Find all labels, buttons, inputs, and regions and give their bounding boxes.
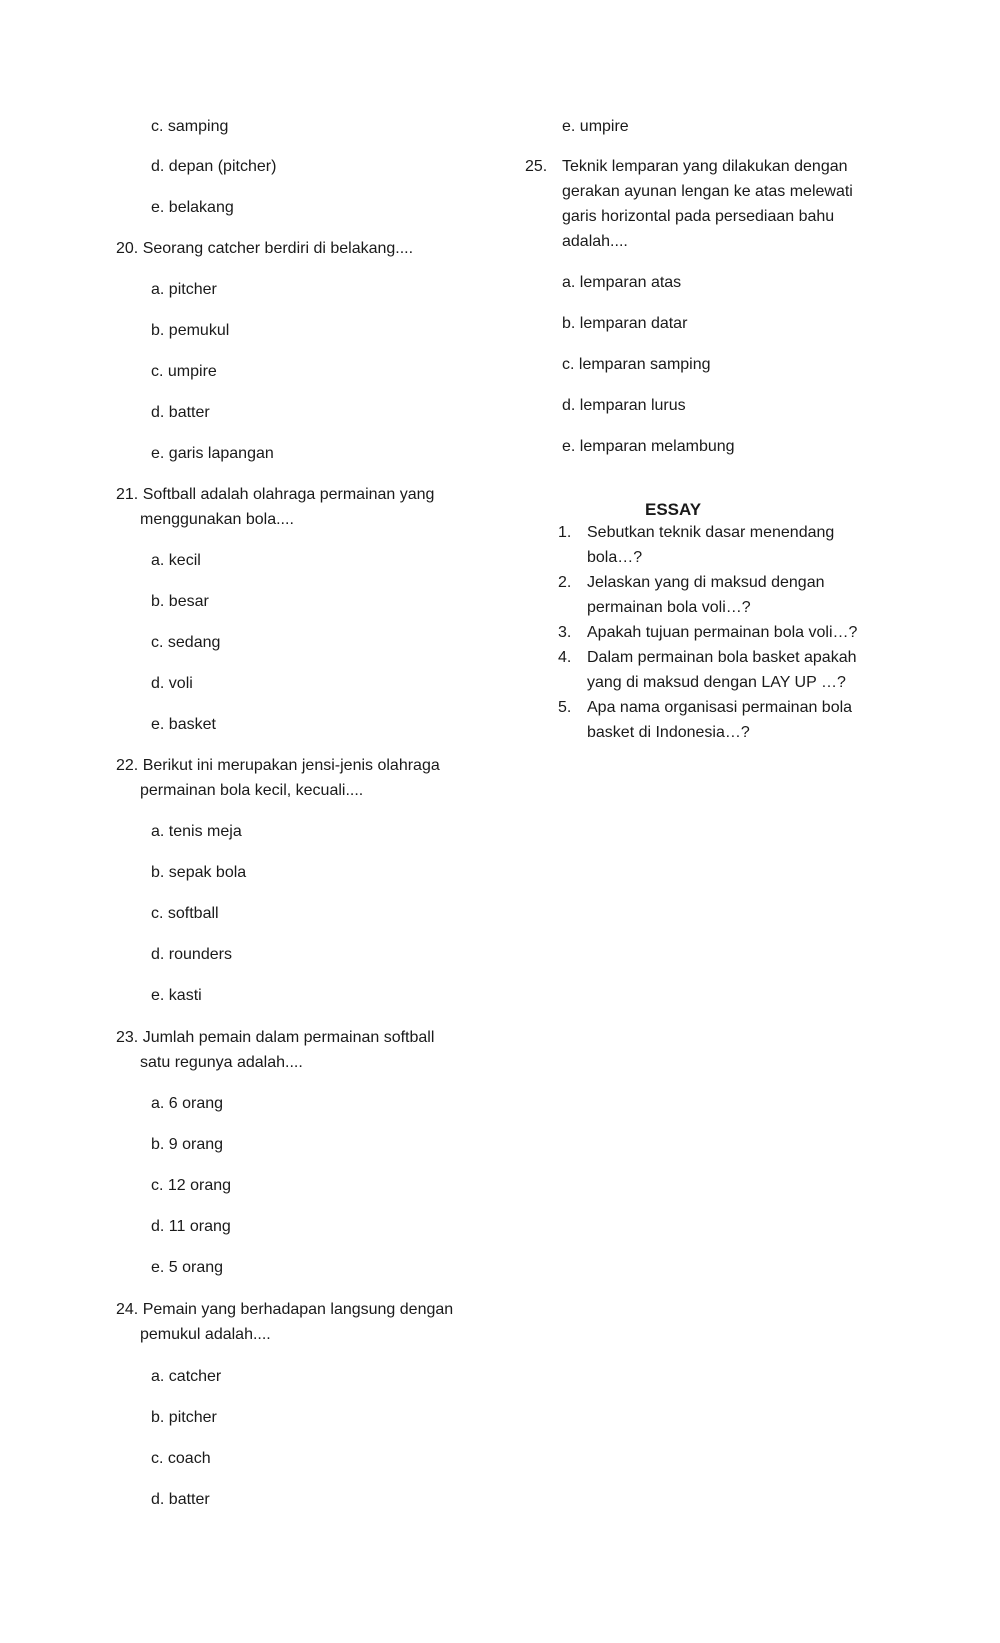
q24-option-e: e. umpire <box>562 118 629 135</box>
essay-title: ESSAY <box>645 500 702 519</box>
q23-question: 23. Jumlah pemain dalam permainan softball <box>116 1029 435 1046</box>
q25-question-line-4: adalah.... <box>562 233 628 250</box>
q22-option-b: b. sepak bola <box>151 864 247 881</box>
q20-option-d: d. batter <box>151 404 210 421</box>
q25-option-e: e. lemparan melambung <box>562 438 735 455</box>
q22-question-cont: permainan bola kecil, kecuali.... <box>140 782 364 799</box>
q23-option-e: e. 5 orang <box>151 1259 224 1276</box>
q20-option-e: e. garis lapangan <box>151 445 274 462</box>
essay-item-4-number: 4. <box>558 649 572 666</box>
q19-option-e: e. belakang <box>151 199 234 216</box>
q21-question: 21. Softball adalah olahraga permainan yang <box>116 486 435 503</box>
essay-item-4-line-2: yang di maksud dengan LAY UP …? <box>587 674 846 691</box>
q21-option-b: b. besar <box>151 593 209 610</box>
q24-question-cont: pemukul adalah.... <box>140 1326 271 1343</box>
essay-item-2-number: 2. <box>558 574 572 591</box>
q22-question: 22. Berikut ini merupakan jensi-jenis olahraga <box>116 757 440 774</box>
q23-option-c: c. 12 orang <box>151 1177 232 1194</box>
q25-option-a: a. lemparan atas <box>562 274 682 291</box>
q23-question-cont: satu regunya adalah.... <box>140 1054 303 1071</box>
q21-option-c: c. sedang <box>151 634 221 651</box>
q25-option-c: c. lemparan samping <box>562 356 711 373</box>
q23-option-a: a. 6 orang <box>151 1095 224 1112</box>
essay-item-2-line-2: permainan bola voli…? <box>587 599 751 616</box>
essay-item-3-line-1: Apakah tujuan permainan bola voli…? <box>587 624 858 641</box>
q24-option-c: c. coach <box>151 1450 211 1467</box>
q20-option-c: c. umpire <box>151 363 217 380</box>
q20-option-b: b. pemukul <box>151 322 230 339</box>
essay-item-1-line-1: Sebutkan teknik dasar menendang <box>587 524 835 541</box>
q22-option-a: a. tenis meja <box>151 823 242 840</box>
q24-option-b: b. pitcher <box>151 1409 217 1426</box>
q21-option-e: e. basket <box>151 716 216 733</box>
q25-option-b: b. lemparan datar <box>562 315 688 332</box>
q23-option-d: d. 11 orang <box>151 1218 231 1235</box>
q25-question-line-1: Teknik lemparan yang dilakukan dengan <box>562 158 848 175</box>
essay-item-1-line-2: bola…? <box>587 549 643 566</box>
q22-option-d: d. rounders <box>151 946 232 963</box>
q21-option-a: a. kecil <box>151 552 201 569</box>
q24-option-d: d. batter <box>151 1491 210 1508</box>
essay-item-2-line-1: Jelaskan yang di maksud dengan <box>587 574 825 591</box>
q22-option-c: c. softball <box>151 905 219 922</box>
q25-question-line-3: garis horizontal pada persediaan bahu <box>562 208 835 225</box>
q25-option-d: d. lemparan lurus <box>562 397 686 414</box>
q24-option-a: a. catcher <box>151 1368 222 1385</box>
q20-question: 20. Seorang catcher berdiri di belakang.... <box>116 240 414 257</box>
essay-item-1-number: 1. <box>558 524 572 541</box>
essay-item-3-number: 3. <box>558 624 572 641</box>
q19-option-c: c. samping <box>151 118 229 135</box>
q25-question-line-2: gerakan ayunan lengan ke atas melewati <box>562 183 853 200</box>
q21-question-cont: menggunakan bola.... <box>140 511 294 528</box>
q25-number: 25. <box>525 158 548 175</box>
essay-item-5-line-1: Apa nama organisasi permainan bola <box>587 699 853 716</box>
q19-option-d: d. depan (pitcher) <box>151 158 277 175</box>
q21-option-d: d. voli <box>151 675 193 692</box>
q22-option-e: e. kasti <box>151 987 202 1004</box>
essay-item-4-line-1: Dalam permainan bola basket apakah <box>587 649 857 666</box>
essay-item-5-line-2: basket di Indonesia…? <box>587 724 750 741</box>
q20-option-a: a. pitcher <box>151 281 217 298</box>
q23-option-b: b. 9 orang <box>151 1136 224 1153</box>
essay-item-5-number: 5. <box>558 699 572 716</box>
q24-question: 24. Pemain yang berhadapan langsung dengan <box>116 1301 454 1318</box>
